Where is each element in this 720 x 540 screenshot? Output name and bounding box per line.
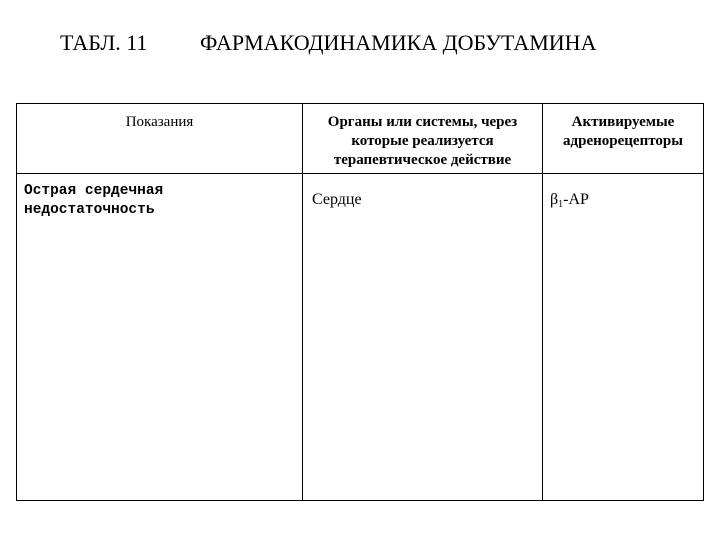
receptor-subscript: 1 [558, 199, 564, 210]
receptor-suffix: -АР [563, 191, 589, 208]
cell-receptor [543, 174, 704, 501]
cell-organ: Сердце [303, 174, 543, 501]
pharmacodynamics-table [16, 103, 704, 501]
header-indications: Показания [17, 104, 303, 174]
cell-indication: Острая сердечная недостаточность [17, 174, 303, 501]
table-number: ТАБЛ. 11 [60, 30, 148, 55]
header-organs-systems: Органы или системы, через которые реализуется терапевтическое действие [303, 104, 543, 174]
receptor-prefix: β [550, 191, 559, 208]
table-title: ФАРМАКОДИНАМИКА ДОБУТАМИНА [200, 30, 597, 55]
table-header-row [17, 104, 704, 174]
table-row [17, 174, 704, 501]
header-receptors: Активируемые адренорецепторы [543, 104, 704, 174]
